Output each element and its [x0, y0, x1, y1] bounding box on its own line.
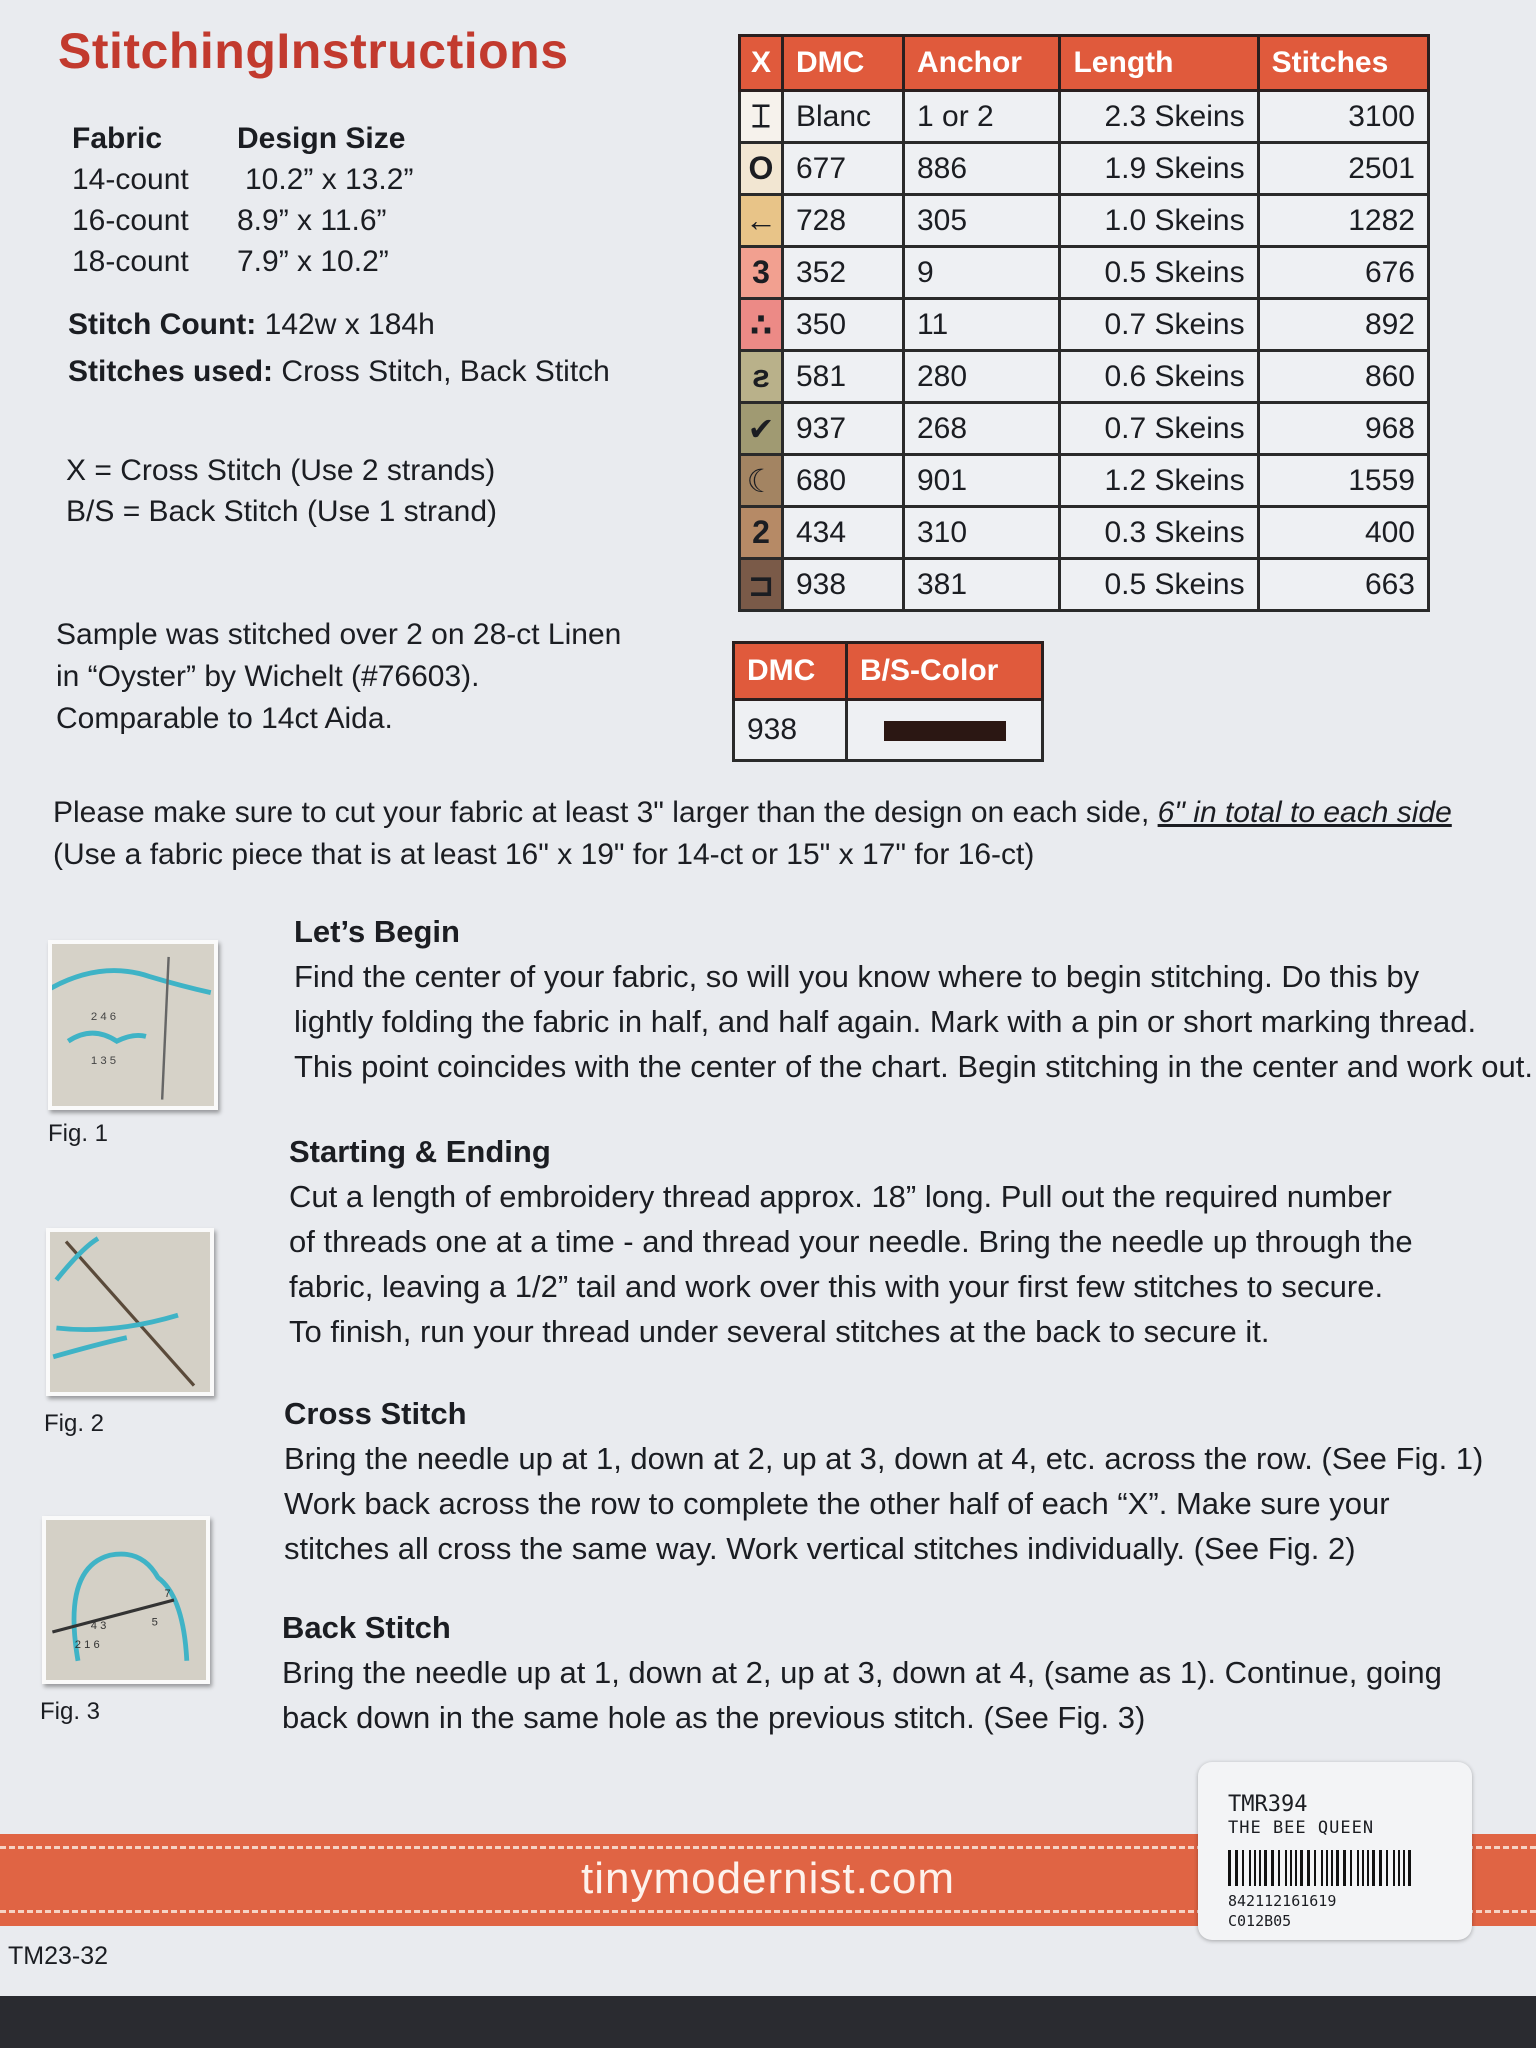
- design-size-header: Design Size: [237, 122, 406, 155]
- background-edge: [0, 1996, 1536, 2048]
- figure-1-image: [48, 940, 218, 1110]
- table-row: [740, 403, 1429, 455]
- barcode-bar: [1372, 1850, 1375, 1886]
- dmc-cell: Blanc: [783, 91, 904, 143]
- figure-2-image: [46, 1228, 214, 1396]
- symbol-cell: 2: [740, 507, 783, 559]
- table-row: [740, 299, 1429, 351]
- figure-1-caption: Fig. 1: [48, 1120, 109, 1147]
- barcode-bar: [1254, 1850, 1256, 1886]
- anchor-cell: 310: [903, 507, 1060, 559]
- barcode-bar: [1336, 1850, 1339, 1886]
- barcode-bar: [1403, 1850, 1405, 1886]
- length-cell: 1.9 Skeins: [1060, 143, 1258, 195]
- section-title: Cross Stitch: [284, 1396, 467, 1431]
- barcode-bar: [1290, 1850, 1292, 1886]
- stitches-cell: 3100: [1258, 91, 1428, 143]
- length-cell: 1.0 Skeins: [1060, 195, 1258, 247]
- bs-dmc: 938: [734, 700, 847, 761]
- section-title: Starting & Ending: [289, 1134, 551, 1169]
- barcode-bar: [1357, 1850, 1359, 1886]
- stitches-used-label: Stitches used:: [68, 355, 274, 388]
- length-cell: 0.7 Skeins: [1060, 299, 1258, 351]
- backstitch-table: [732, 641, 1044, 762]
- dmc-cell: 938: [783, 559, 904, 611]
- barcode-bar: [1326, 1850, 1328, 1886]
- length-cell: 0.5 Skeins: [1060, 559, 1258, 611]
- barcode-bar: [1367, 1850, 1369, 1886]
- col-stitches: Stitches: [1258, 36, 1428, 91]
- stitches-cell: 1559: [1258, 455, 1428, 507]
- stitches-used: [68, 355, 610, 389]
- cut-note-text: Please make sure to cut your fabric at least 3" larger than the design on each side,: [53, 796, 1158, 829]
- symbol-cell: ☾: [740, 455, 783, 507]
- dmc-cell: 350: [783, 299, 904, 351]
- title-part-1: Stitching: [58, 23, 277, 79]
- anchor-cell: 268: [903, 403, 1060, 455]
- barcode-bar: [1307, 1850, 1310, 1886]
- length-cell: 0.3 Skeins: [1060, 507, 1258, 559]
- backstitch-header: [734, 643, 1043, 700]
- length-cell: 0.6 Skeins: [1060, 351, 1258, 403]
- stitches-cell: 2501: [1258, 143, 1428, 195]
- barcode-bar: [1350, 1850, 1352, 1886]
- fig1-numbers-top: 2 4 6: [90, 1011, 117, 1024]
- barcode-bar: [1259, 1850, 1261, 1886]
- section-line: Bring the needle up at 1, down at 2, up at 3, down at 4, etc. across the row. (See Fig. 1): [284, 1441, 1484, 1476]
- design-size: 8.9” x 11.6”: [237, 204, 387, 237]
- sticker-code: C012B05: [1228, 1912, 1292, 1930]
- product-name: THE BEE QUEEN: [1228, 1818, 1375, 1838]
- stitches-cell: 663: [1258, 559, 1428, 611]
- fig3-number-b: 5: [151, 1616, 158, 1629]
- product-code: TM23-32: [8, 1942, 109, 1970]
- barcode-bar: [1295, 1850, 1297, 1886]
- col-anchor: Anchor: [903, 36, 1060, 91]
- table-row: [740, 351, 1429, 403]
- fabric-header: Fabric: [72, 122, 163, 155]
- title-part-2: Instructions: [276, 23, 569, 79]
- stitches-cell: 1282: [1258, 195, 1428, 247]
- color-swatch: [884, 721, 1006, 741]
- barcode-bar: [1408, 1850, 1411, 1886]
- length-cell: 0.7 Skeins: [1060, 403, 1258, 455]
- barcode-bar: [1343, 1850, 1346, 1886]
- sample-line: Sample was stitched over 2 on 28-ct Linen: [56, 618, 622, 651]
- barcode-bar: [1285, 1850, 1287, 1886]
- table-row: [740, 247, 1429, 299]
- barcode-bar: [1331, 1850, 1333, 1886]
- section-line: back down in the same hole as the previous stitch. (See Fig. 3): [282, 1700, 1146, 1735]
- design-size: 10.2” x 13.2”: [245, 163, 414, 196]
- dmc-cell: 434: [783, 507, 904, 559]
- dmc-cell: 937: [783, 403, 904, 455]
- cut-fabric-note: [53, 792, 1473, 876]
- anchor-cell: 9: [903, 247, 1060, 299]
- legend-back-stitch: B/S = Back Stitch (Use 1 strand): [66, 495, 498, 528]
- stitch-count: [68, 308, 435, 342]
- anchor-cell: 305: [903, 195, 1060, 247]
- design-size: 7.9” x 10.2”: [237, 245, 389, 278]
- legend-cross-stitch: X = Cross Stitch (Use 2 strands): [66, 454, 496, 487]
- barcode-bar: [1379, 1850, 1382, 1886]
- fabric-row: [72, 200, 413, 241]
- stitches-used-value: Cross Stitch, Back Stitch: [281, 355, 610, 388]
- thread-table-header: [740, 36, 1429, 91]
- anchor-cell: 901: [903, 455, 1060, 507]
- product-sku: TMR394: [1228, 1792, 1308, 1817]
- anchor-cell: 280: [903, 351, 1060, 403]
- section-line: Find the center of your fabric, so will you know where to begin stitching. Do this by: [294, 959, 1420, 994]
- barcode-bar: [1393, 1850, 1395, 1886]
- symbol-cell: 3: [740, 247, 783, 299]
- symbol-cell: ƨ: [740, 351, 783, 403]
- fig3-numbers-bottom: 2 1 6: [74, 1639, 100, 1651]
- section-line: Work back across the row to complete the other half of each “X”. Make sure your: [284, 1486, 1390, 1521]
- table-row: [740, 507, 1429, 559]
- fig3-numbers-top: 4 3: [90, 1619, 107, 1632]
- figure-3-caption: Fig. 3: [40, 1698, 101, 1725]
- section-line: stitches all cross the same way. Work vertical stitches individually. (See Fig. 2): [284, 1531, 1356, 1566]
- section-line: lightly folding the fabric in half, and half again. Mark with a pin or short marking thread.: [294, 1004, 1477, 1039]
- col-dmc: DMC: [783, 36, 904, 91]
- website-url: tinymodernist.com: [580, 1854, 955, 1903]
- dmc-cell: 352: [783, 247, 904, 299]
- section-back-stitch: [282, 1606, 1442, 1740]
- symbol-cell: O: [740, 143, 783, 195]
- stitches-cell: 400: [1258, 507, 1428, 559]
- barcode-bar: [1362, 1850, 1364, 1886]
- section-starting-ending: [289, 1130, 1413, 1354]
- anchor-cell: 381: [903, 559, 1060, 611]
- section-cross-stitch: [284, 1392, 1483, 1571]
- table-row: [734, 700, 1043, 761]
- stitch-count-label: Stitch Count:: [68, 308, 257, 341]
- stitches-cell: 860: [1258, 351, 1428, 403]
- bs-col-color: B/S-Color: [847, 643, 1043, 700]
- section-title: Back Stitch: [282, 1610, 451, 1645]
- table-row: [740, 91, 1429, 143]
- length-cell: 2.3 Skeins: [1060, 91, 1258, 143]
- bs-col-dmc: DMC: [734, 643, 847, 700]
- symbol-cell: ✔: [740, 403, 783, 455]
- anchor-cell: 11: [903, 299, 1060, 351]
- barcode-bar: [1264, 1850, 1267, 1886]
- fabric-size-list: [72, 118, 413, 282]
- section-title: Let’s Begin: [294, 914, 460, 949]
- barcode-bar: [1398, 1850, 1400, 1886]
- section-line: This point coincides with the center of the chart. Begin stitching in the center and work out.: [294, 1049, 1533, 1084]
- sample-line: Comparable to 14ct Aida.: [56, 702, 393, 735]
- fabric-row: [72, 159, 413, 200]
- section-line: Cut a length of embroidery thread approx. 18” long. Pull out the required number: [289, 1179, 1392, 1214]
- cut-note-text: (Use a fabric piece that is at least 16" x 19" for 14-ct or 15" x 17" for 16-ct): [53, 838, 1035, 871]
- barcode-number: 842112161619: [1228, 1892, 1337, 1910]
- fig3-number-a: 7: [164, 1587, 171, 1600]
- dmc-cell: 728: [783, 195, 904, 247]
- col-length: Length: [1060, 36, 1258, 91]
- barcode-icon: [1228, 1850, 1412, 1886]
- page-title: [58, 22, 569, 80]
- barcode-bar: [1314, 1850, 1316, 1886]
- fabric-count: 16-count: [72, 204, 189, 237]
- barcode-bar: [1235, 1850, 1238, 1886]
- symbol-cell: ⊐: [740, 559, 783, 611]
- section-line: fabric, leaving a 1/2” tail and work over this with your first few stitches to secure.: [289, 1269, 1384, 1304]
- dmc-cell: 581: [783, 351, 904, 403]
- barcode-bar: [1249, 1850, 1251, 1886]
- barcode-bar: [1271, 1850, 1274, 1886]
- section-line: To finish, run your thread under several stitches at the back to secure it.: [289, 1314, 1270, 1349]
- anchor-cell: 886: [903, 143, 1060, 195]
- barcode-bar: [1300, 1850, 1303, 1886]
- bs-color-cell: [847, 700, 1043, 761]
- symbol-cell: ←: [740, 195, 783, 247]
- sample-note: [56, 614, 621, 740]
- barcode-bar: [1242, 1850, 1244, 1886]
- stitches-cell: 676: [1258, 247, 1428, 299]
- product-sticker: [1198, 1762, 1472, 1940]
- table-row: [740, 455, 1429, 507]
- stitches-cell: 892: [1258, 299, 1428, 351]
- fabric-count: 14-count: [72, 163, 189, 196]
- figure-3-image: [42, 1516, 210, 1684]
- table-row: [740, 195, 1429, 247]
- fabric-row: [72, 241, 413, 282]
- length-cell: 1.2 Skeins: [1060, 455, 1258, 507]
- section-lets-begin: [294, 910, 1533, 1089]
- section-line: Bring the needle up at 1, down at 2, up at 3, down at 4, (same as 1). Continue, going: [282, 1655, 1442, 1690]
- barcode-bar: [1278, 1850, 1280, 1886]
- symbol-cell: ⌶: [740, 91, 783, 143]
- fig1-numbers-bottom: 1 3 5: [90, 1054, 117, 1067]
- col-symbol: X: [740, 36, 783, 91]
- stitch-legend: [66, 450, 497, 532]
- dmc-cell: 677: [783, 143, 904, 195]
- dmc-cell: 680: [783, 455, 904, 507]
- figure-2-caption: Fig. 2: [44, 1410, 105, 1437]
- barcode-bar: [1321, 1850, 1323, 1886]
- stitch-count-value: 142w x 184h: [264, 308, 435, 341]
- anchor-cell: 1 or 2: [903, 91, 1060, 143]
- fabric-size-header: [72, 118, 413, 159]
- cut-note-emphasis: 6" in total to each side: [1157, 796, 1452, 829]
- table-row: [740, 143, 1429, 195]
- sample-line: in “Oyster” by Wichelt (#76603).: [56, 660, 480, 693]
- table-row: [740, 559, 1429, 611]
- barcode-bar: [1386, 1850, 1388, 1886]
- symbol-cell: ∴: [740, 299, 783, 351]
- thread-table: [738, 34, 1430, 612]
- barcode-bar: [1228, 1850, 1231, 1886]
- length-cell: 0.5 Skeins: [1060, 247, 1258, 299]
- fabric-count: 18-count: [72, 245, 189, 278]
- stitches-cell: 968: [1258, 403, 1428, 455]
- section-line: of threads one at a time - and thread your needle. Bring the needle up through the: [289, 1224, 1413, 1259]
